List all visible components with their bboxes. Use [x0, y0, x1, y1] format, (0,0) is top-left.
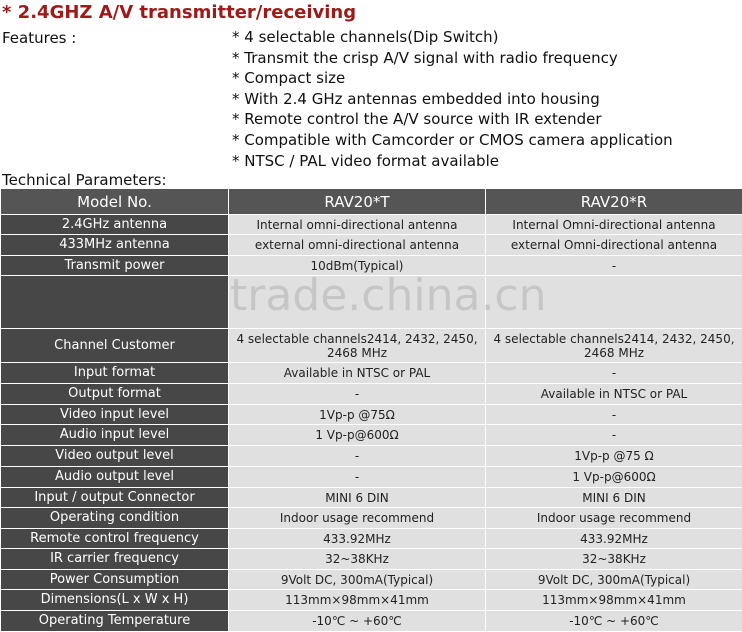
- specs-body: [1, 215, 742, 632]
- receiver-value: -: [486, 363, 742, 384]
- header-model-no: Model No.: [1, 189, 229, 215]
- receiver-value: 32~38KHz: [486, 549, 742, 570]
- table-row: [1, 611, 742, 632]
- table-row: [1, 215, 742, 235]
- spec-label: Audio input level: [1, 425, 229, 446]
- spec-label: Input format: [1, 363, 229, 384]
- transmitter-value: -: [229, 467, 486, 488]
- table-row: [1, 549, 742, 570]
- spec-label: Transmit power: [1, 256, 229, 276]
- transmitter-value: external omni-directional antenna: [229, 235, 486, 256]
- receiver-value: external Omni-directional antenna: [486, 235, 742, 256]
- transmitter-value: 10dBm(Typical): [229, 256, 486, 276]
- receiver-value: -: [486, 405, 742, 425]
- table-row: [1, 256, 742, 276]
- receiver-value: 1 Vp-p@600Ω: [486, 467, 742, 488]
- spec-label: Input / output Connector: [1, 488, 229, 508]
- table-row: [1, 467, 742, 488]
- table-row: [1, 384, 742, 405]
- table-row: [1, 508, 742, 529]
- feature-item: * Remote control the A/V source with IR extender: [232, 109, 673, 130]
- table-row: [1, 276, 742, 329]
- transmitter-value: Available in NTSC or PAL: [229, 363, 486, 384]
- receiver-value: [486, 276, 742, 329]
- receiver-value: Indoor usage recommend: [486, 508, 742, 529]
- transmitter-value: 433.92MHz: [229, 529, 486, 549]
- table-row: [1, 363, 742, 384]
- transmitter-value: 113mm×98mm×41mm: [229, 590, 486, 611]
- features-label: Features :: [2, 29, 76, 47]
- spec-label: Audio output level: [1, 467, 229, 488]
- transmitter-value: -: [229, 384, 486, 405]
- spec-label: Operating Temperature: [1, 611, 229, 632]
- receiver-value: -: [486, 256, 742, 276]
- spec-label: Operating condition: [1, 508, 229, 529]
- specs-header-row: [1, 189, 742, 215]
- table-row: [1, 425, 742, 446]
- spec-label: [1, 276, 229, 329]
- header-transmitter-model: RAV20*T: [229, 189, 486, 215]
- receiver-value: Available in NTSC or PAL: [486, 384, 742, 405]
- page-title: * 2.4GHZ A/V transmitter/receiving: [2, 2, 356, 23]
- table-row: [1, 529, 742, 549]
- spec-label: Power Consumption: [1, 570, 229, 590]
- transmitter-value: Internal omni-directional antenna: [229, 215, 486, 235]
- feature-item: * Compact size: [232, 68, 673, 89]
- feature-item: * With 2.4 GHz antennas embedded into housing: [232, 89, 673, 110]
- table-row: [1, 590, 742, 611]
- spec-label: Channel Customer: [1, 329, 229, 363]
- feature-item: * Compatible with Camcorder or CMOS camera application: [232, 130, 673, 151]
- feature-item: * Transmit the crisp A/V signal with radio frequency: [232, 48, 673, 69]
- table-row: [1, 488, 742, 508]
- transmitter-value: 1 Vp-p@600Ω: [229, 425, 486, 446]
- receiver-value: -10℃ ~ +60℃: [486, 611, 742, 632]
- receiver-value: 433.92MHz: [486, 529, 742, 549]
- table-row: [1, 570, 742, 590]
- technical-parameters-label: Technical Parameters:: [2, 171, 167, 189]
- transmitter-value: 1Vp-p @75Ω: [229, 405, 486, 425]
- receiver-value: 4 selectable channels2414, 2432, 2450, 2468 MHz: [486, 329, 742, 363]
- spec-label: Video output level: [1, 446, 229, 467]
- transmitter-value: [229, 276, 486, 329]
- table-row: [1, 329, 742, 363]
- receiver-value: Internal Omni-directional antenna: [486, 215, 742, 235]
- receiver-value: 1Vp-p @75 Ω: [486, 446, 742, 467]
- transmitter-value: Indoor usage recommend: [229, 508, 486, 529]
- spec-label: Output format: [1, 384, 229, 405]
- spec-label: Dimensions(L x W x H): [1, 590, 229, 611]
- features-list: [232, 27, 673, 171]
- receiver-value: -: [486, 425, 742, 446]
- transmitter-value: MINI 6 DIN: [229, 488, 486, 508]
- table-row: [1, 235, 742, 256]
- transmitter-value: 4 selectable channels2414, 2432, 2450, 2468 MHz: [229, 329, 486, 363]
- spec-label: 2.4GHz antenna: [1, 215, 229, 235]
- spec-label: Video input level: [1, 405, 229, 425]
- feature-item: * NTSC / PAL video format available: [232, 151, 673, 172]
- receiver-value: MINI 6 DIN: [486, 488, 742, 508]
- transmitter-value: 32~38KHz: [229, 549, 486, 570]
- transmitter-value: 9Volt DC, 300mA(Typical): [229, 570, 486, 590]
- table-row: [1, 446, 742, 467]
- watermark: trade.china.cn: [230, 270, 547, 321]
- spec-label: 433MHz antenna: [1, 235, 229, 256]
- transmitter-value: -10℃ ~ +60℃: [229, 611, 486, 632]
- receiver-value: 9Volt DC, 300mA(Typical): [486, 570, 742, 590]
- header-receiver-model: RAV20*R: [486, 189, 742, 215]
- feature-item: * 4 selectable channels(Dip Switch): [232, 27, 673, 48]
- spec-label: Remote control frequency: [1, 529, 229, 549]
- receiver-value: 113mm×98mm×41mm: [486, 590, 742, 611]
- spec-label: IR carrier frequency: [1, 549, 229, 570]
- transmitter-value: -: [229, 446, 486, 467]
- specs-table: [0, 188, 742, 632]
- table-row: [1, 405, 742, 425]
